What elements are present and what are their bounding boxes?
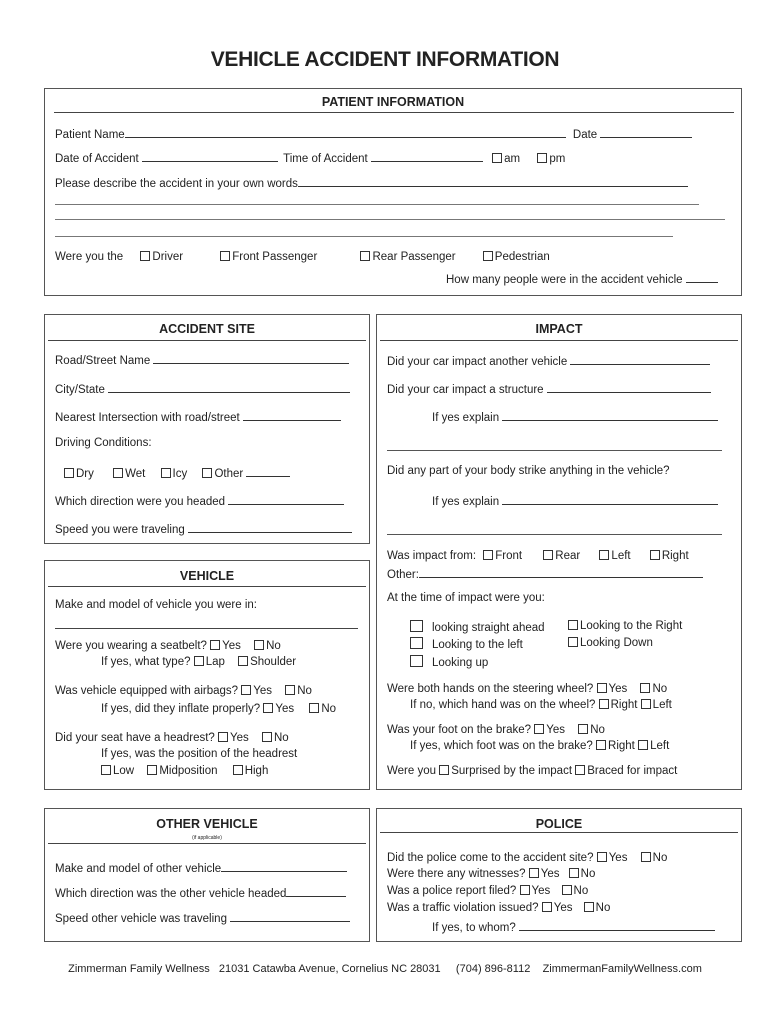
looking-straight-checkbox[interactable] [410,620,423,632]
describe-line-2[interactable] [55,204,699,205]
violation-yes-checkbox[interactable] [542,902,552,912]
both-hands-row [387,683,667,695]
yes-label: Yes [253,685,273,697]
other-make-row [55,860,347,875]
impact-other-label: Other: [387,569,419,581]
am-checkbox[interactable] [492,153,502,163]
position-label: If yes, was the position of the headrest [101,748,298,760]
looking-left-label: Looking to the left [432,639,523,651]
witnesses-yes-checkbox[interactable] [529,868,539,878]
which-foot-row [410,740,669,752]
seatbelt-yes-checkbox[interactable] [210,640,220,650]
explain-line-2b[interactable] [387,534,722,535]
headrest-row [55,732,289,744]
front-checkbox[interactable] [483,550,493,560]
were-you-label: Were you [387,765,437,777]
no-label: No [590,724,605,736]
date-label: Date [572,129,598,141]
inflate-no-checkbox[interactable] [309,703,319,713]
foot-yes-checkbox[interactable] [534,724,544,734]
am-label: am [504,153,521,165]
body-strike-label: Did any part of your body strike anything in the vehicle? [387,465,670,477]
header-underline [54,112,734,113]
describe-line-3[interactable] [55,219,725,220]
other-speed-row [55,910,350,925]
seatbelt-no-checkbox[interactable] [254,640,264,650]
no-label: No [652,683,668,695]
date-of-accident-label: Date of Accident [55,153,139,165]
describe-row [55,175,688,190]
city-field[interactable] [108,381,350,393]
another-vehicle-row [387,353,710,368]
front-passenger-label: Front Passenger [232,251,318,263]
left-label: Left [611,550,631,562]
both-hands-no-checkbox[interactable] [640,683,650,693]
accident-site-section [44,314,370,544]
another-vehicle-label: Did your car impact another vehicle [387,356,568,368]
yes-label: Yes [546,724,566,736]
impact-header: IMPACT [535,322,583,336]
vehicle-header: VEHICLE [179,569,235,583]
impact-from-label: Was impact from: [387,550,477,562]
header-underline [380,340,738,341]
high-label: High [244,765,269,777]
structure-field[interactable] [547,381,711,393]
header-underline [48,340,366,341]
header-underline [48,843,366,844]
yes-label: Yes [540,868,560,880]
date-of-accident-field[interactable] [142,150,278,162]
seatbelt-label: Were you wearing a seatbelt? [55,640,207,652]
explain-row-1 [432,409,718,424]
other-direction-field[interactable] [286,885,346,897]
intersection-row [55,409,341,424]
witnesses-label: Were there any witnesses? [387,868,526,880]
impact-other-row [387,566,703,581]
midposition-checkbox[interactable] [147,765,157,775]
road-row [55,352,349,367]
how-many-label: How many people were in the accident vehicle [446,274,683,286]
rear-passenger-label: Rear Passenger [372,251,456,263]
looking-left-checkbox[interactable] [410,637,423,649]
other-field[interactable] [246,465,290,477]
no-label: No [652,852,668,864]
looking-down-label: Looking Down [580,637,653,649]
looking-up-row [410,655,488,669]
patient-name-field[interactable] [125,126,566,138]
looking-right-label: Looking to the Right [580,620,683,632]
airbags-label: Was vehicle equipped with airbags? [55,685,239,697]
accident-datetime-row [55,150,565,165]
dry-checkbox[interactable] [64,468,74,478]
hand-left-checkbox[interactable] [641,699,651,709]
page-title: VEHICLE ACCIDENT INFORMATION [210,48,560,71]
yes-label: Yes [230,732,249,744]
no-label: No [595,902,611,914]
icy-label: Icy [172,468,188,480]
intersection-field[interactable] [243,409,341,421]
left-checkbox[interactable] [599,550,609,560]
which-foot-label: If yes, which foot was on the brake? [410,740,593,752]
looking-left-row [410,637,523,651]
how-many-field[interactable] [686,271,718,283]
explain-field-2[interactable] [502,493,718,505]
looking-up-checkbox[interactable] [410,655,423,667]
police-header: POLICE [535,817,583,831]
road-field[interactable] [153,352,349,364]
other-speed-label: Speed other vehicle was traveling [55,913,227,925]
hand-right-checkbox[interactable] [599,699,609,709]
to-whom-label: If yes, to whom? [432,922,516,934]
time-of-impact-label: At the time of impact were you: [387,592,545,604]
speed-field[interactable] [188,521,352,533]
looking-straight-row [410,620,545,634]
conditions-label: Driving Conditions: [55,437,152,449]
city-label: City/State [55,384,105,396]
make-model-field[interactable] [55,628,358,629]
witnesses-no-checkbox[interactable] [569,868,579,878]
position-row [101,765,268,777]
wet-checkbox[interactable] [113,468,123,478]
to-whom-row [432,919,715,934]
other-vehicle-subheader: (if applicable) [192,835,222,841]
structure-label: Did your car impact a structure [387,384,544,396]
speed-row [55,521,352,536]
direction-field[interactable] [228,493,344,505]
other-label: Other [214,468,244,480]
what-type-row [101,656,296,668]
right-label: Right [661,550,689,562]
airbags-no-checkbox[interactable] [285,685,295,695]
yes-label: Yes [531,885,551,897]
right-label: Right [608,740,635,752]
braced-label: Braced for impact [587,765,678,777]
header-underline [48,586,366,587]
no-label: No [297,685,312,697]
braced-checkbox[interactable] [575,765,585,775]
yes-label: Yes [608,852,628,864]
explain-field-1[interactable] [502,409,718,421]
rear-passenger-checkbox[interactable] [360,251,370,261]
conditions-row [64,465,290,480]
headrest-label: Did your seat have a headrest? [55,732,215,744]
explain-label-2: If yes explain [432,496,500,508]
looking-straight-label: looking straight ahead [432,622,545,634]
what-type-label: If yes, what type? [101,656,191,668]
looking-right-row [568,620,682,632]
midposition-label: Midposition [159,765,218,777]
shoulder-checkbox[interactable] [238,656,248,666]
direction-row [55,493,344,508]
police-came-no-checkbox[interactable] [641,852,651,862]
explain-row-2 [432,493,718,508]
yes-label: Yes [553,902,573,914]
police-came-label: Did the police come to the accident site? [387,852,594,864]
were-you-label: Were you the [55,251,124,263]
inflate-yes-checkbox[interactable] [263,703,273,713]
police-came-row [387,852,667,864]
no-label: No [580,868,596,880]
no-label: No [266,640,281,652]
pm-checkbox[interactable] [537,153,547,163]
right-label: Right [610,699,638,711]
front-label: Front [495,550,523,562]
explain-label-1: If yes explain [432,412,500,424]
other-direction-row [55,885,346,900]
other-make-label: Make and model of other vehicle [55,863,222,875]
low-label: Low [113,765,135,777]
wet-label: Wet [125,468,146,480]
other-direction-label: Which direction was the other vehicle headed [55,888,287,900]
both-hands-label: Were both hands on the steering wheel? [387,683,594,695]
structure-row [387,381,711,396]
pedestrian-checkbox[interactable] [483,251,493,261]
headrest-no-checkbox[interactable] [262,732,272,742]
high-checkbox[interactable] [233,765,243,775]
pedestrian-label: Pedestrian [494,251,550,263]
looking-up-label: Looking up [432,657,489,669]
looking-right-checkbox[interactable] [568,620,578,630]
were-you-impact-row [387,765,677,777]
foot-brake-label: Was your foot on the brake? [387,724,532,736]
city-row [55,381,350,396]
witnesses-row [387,868,595,880]
low-checkbox[interactable] [101,765,111,775]
driver-label: Driver [152,251,184,263]
airbags-row [55,685,312,697]
lap-label: Lap [205,656,225,668]
yes-label: Yes [608,683,628,695]
violation-label: Was a traffic violation issued? [387,902,539,914]
other-vehicle-header: OTHER VEHICLE [156,817,258,831]
how-many-row [446,271,718,286]
other-make-field[interactable] [221,860,347,872]
which-hand-row [410,699,672,711]
explain-line-1b[interactable] [387,450,722,451]
other-checkbox[interactable] [202,468,212,478]
patient-information-section [44,88,742,296]
headrest-yes-checkbox[interactable] [218,732,228,742]
other-speed-field[interactable] [230,910,350,922]
accident-site-header: ACCIDENT SITE [159,322,255,336]
report-yes-checkbox[interactable] [520,885,530,895]
both-hands-yes-checkbox[interactable] [597,683,607,693]
violation-row [387,902,610,914]
impact-other-field[interactable] [419,566,703,578]
looking-down-row [568,637,653,649]
no-label: No [321,703,337,715]
another-vehicle-field[interactable] [570,353,710,365]
rear-label: Rear [555,550,581,562]
inflate-label: If yes, did they inflate properly? [101,703,261,715]
time-of-accident-field[interactable] [371,150,483,162]
left-label: Left [652,699,672,711]
right-checkbox[interactable] [650,550,660,560]
foot-right-checkbox[interactable] [596,740,606,750]
rear-checkbox[interactable] [543,550,553,560]
icy-checkbox[interactable] [161,468,171,478]
surprised-label: Surprised by the impact [451,765,573,777]
patient-name-label: Patient Name [55,129,125,141]
yes-label: Yes [222,640,241,652]
no-label: No [573,885,589,897]
direction-label: Which direction were you headed [55,496,226,508]
make-model-label: Make and model of vehicle you were in: [55,599,257,611]
date-field[interactable] [600,126,692,138]
surprised-checkbox[interactable] [439,765,449,775]
describe-label: Please describe the accident in your own words [55,178,298,190]
speed-label: Speed you were traveling [55,524,185,536]
describe-line-4[interactable] [55,236,673,237]
to-whom-field[interactable] [519,919,715,931]
patient-name-row [55,126,692,141]
patient-information-header: PATIENT INFORMATION [321,95,465,109]
driver-checkbox[interactable] [140,251,150,261]
time-of-accident-label: Time of Accident [283,153,368,165]
which-hand-label: If no, which hand was on the wheel? [410,699,596,711]
report-no-checkbox[interactable] [562,885,572,895]
describe-field[interactable] [298,175,688,187]
impact-from-row [387,550,689,562]
yes-label: Yes [275,703,295,715]
violation-no-checkbox[interactable] [584,902,594,912]
shoulder-label: Shoulder [250,656,297,668]
lap-checkbox[interactable] [194,656,204,666]
foot-no-checkbox[interactable] [578,724,588,734]
foot-left-checkbox[interactable] [638,740,648,750]
inflate-row [101,703,336,715]
police-came-yes-checkbox[interactable] [597,852,607,862]
were-you-row [55,251,550,263]
no-label: No [274,732,289,744]
road-label: Road/Street Name [55,355,151,367]
pm-label: pm [549,153,566,165]
looking-down-checkbox[interactable] [568,637,578,647]
foot-brake-row [387,724,605,736]
airbags-yes-checkbox[interactable] [241,685,251,695]
front-passenger-checkbox[interactable] [220,251,230,261]
report-row [387,885,588,897]
dry-label: Dry [76,468,94,480]
header-underline [380,832,738,833]
footer: Zimmerman Family Wellness 21031 Catawba Avenue, Cornelius NC 28031 (704) 896-8112 ZimmermanFamilyWellness.com [68,963,702,975]
intersection-label: Nearest Intersection with road/street [55,412,240,424]
seatbelt-row [55,640,281,652]
left-label: Left [650,740,670,752]
report-label: Was a police report filed? [387,885,517,897]
